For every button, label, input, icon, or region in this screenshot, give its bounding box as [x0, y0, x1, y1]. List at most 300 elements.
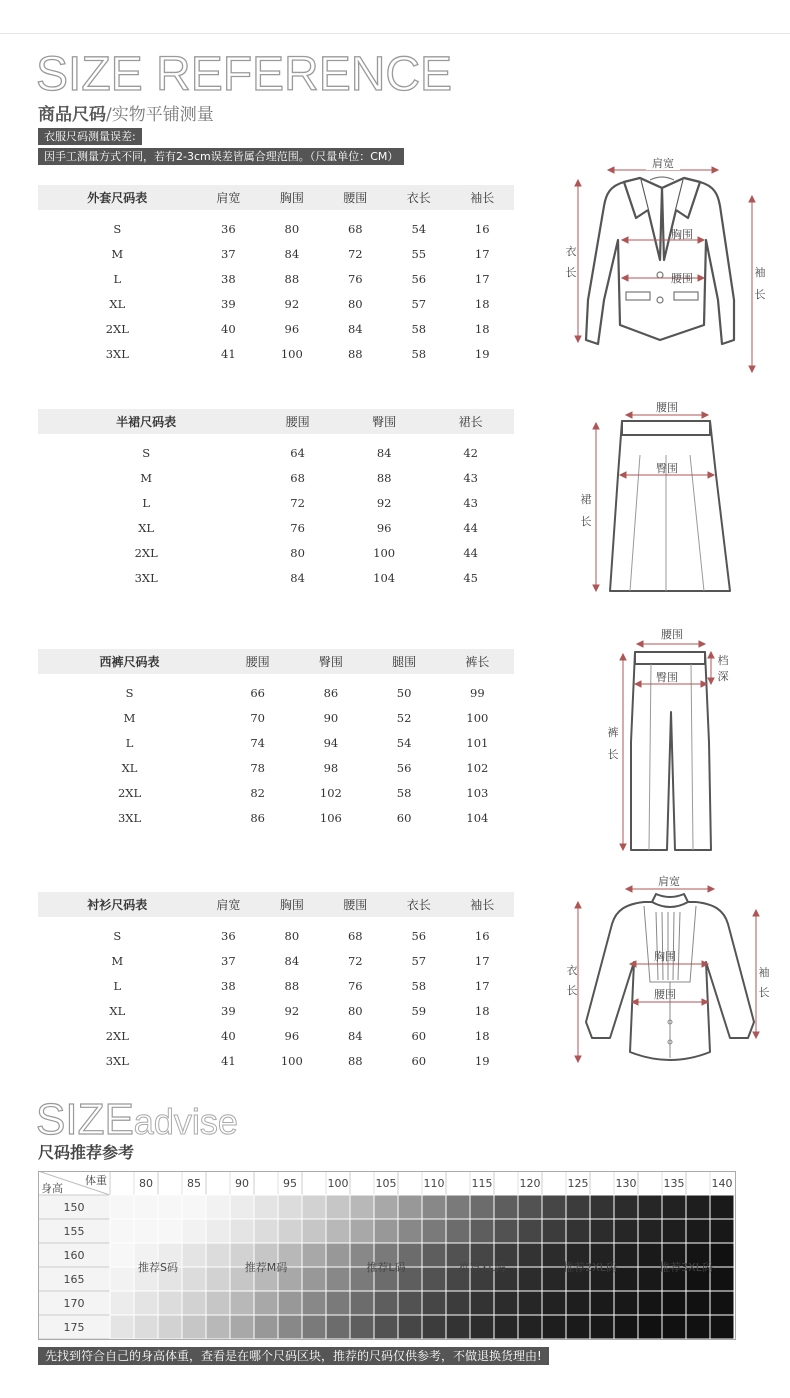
grid-cell: [254, 1291, 278, 1315]
grid-weight-label: 80: [139, 1177, 153, 1190]
grid-cell: [230, 1315, 254, 1339]
grid-weight-label: 120: [519, 1177, 541, 1190]
shirt-table-cell: 38: [221, 978, 236, 993]
shirt-table-cell: 60: [411, 1053, 427, 1068]
pants-rise-label-2: 深: [717, 670, 729, 683]
grid-cell: [182, 1291, 206, 1315]
grid-cell: [686, 1195, 710, 1219]
shirt-sleeve-label-2: 长: [758, 986, 770, 999]
pants-table-header-cell: 臀围: [294, 649, 367, 674]
shirt-table-cell: 19: [474, 1053, 490, 1068]
shirt-table-cell: 57: [411, 953, 427, 968]
jacket-sleeve-label-2: 长: [754, 288, 766, 301]
jacket-table-cell: 92: [284, 296, 300, 311]
skirt-table-cell: S: [142, 445, 151, 460]
grid-cell: [518, 1315, 542, 1339]
jacket-diagram: [560, 150, 780, 380]
skirt-table-cell: 88: [376, 470, 392, 485]
grid-cell: [422, 1315, 446, 1339]
grid-cell: [566, 1219, 590, 1243]
jacket-table-cell: 88: [347, 346, 363, 361]
pants-table-cell: 98: [323, 760, 339, 775]
subtitle-bold: 商品尺码: [38, 105, 106, 125]
grid-cell: [302, 1291, 326, 1315]
grid-cell: [326, 1243, 350, 1267]
pants-hip-label: 臀围: [656, 671, 678, 684]
grid-cell: [470, 1291, 494, 1315]
jacket-waist-label: 腰围: [671, 272, 693, 285]
table-row: [38, 341, 514, 366]
shirt-table-cell: 36: [221, 928, 236, 943]
shirt-table-cell: 59: [411, 1003, 427, 1018]
shirt-table-cell: 96: [284, 1028, 300, 1043]
shirt-shoulder-label: 肩宽: [658, 875, 680, 888]
grid-weight-label: 85: [187, 1177, 201, 1190]
jacket-table-cell: 58: [411, 346, 427, 361]
grid-cell: [134, 1291, 158, 1315]
grid-cell: [614, 1219, 638, 1243]
grid-cell: [374, 1315, 398, 1339]
jacket-sleeve-label-1: 袖: [754, 266, 766, 279]
shirt-table-cell: 56: [411, 928, 427, 943]
shirt-table-cell: 68: [347, 928, 363, 943]
grid-cell: [638, 1219, 662, 1243]
jacket-table-cell: 41: [221, 346, 236, 361]
grid-recommend-label: 推荐M码: [244, 1261, 288, 1274]
grid-cell: [494, 1315, 518, 1339]
jacket-table-header-cell: 腰围: [324, 185, 387, 210]
grid-weight-label: 140: [711, 1177, 733, 1190]
skirt-table-cell: 68: [290, 470, 305, 485]
grid-cell: [134, 1315, 158, 1339]
grid-corner-weight: 体重: [85, 1174, 107, 1187]
pants-table-cell: 78: [250, 760, 265, 775]
jacket-shoulder-label: 肩宽: [652, 157, 674, 170]
table-row: [38, 210, 514, 241]
pants-table-cell: M: [123, 710, 136, 725]
grid-cell: [278, 1219, 302, 1243]
grid-cell: [686, 1291, 710, 1315]
grid-cell: [350, 1291, 374, 1315]
pants-table-cell: 102: [466, 760, 489, 775]
shirt-table-cell: 39: [221, 1003, 236, 1018]
grid-cell: [254, 1195, 278, 1219]
grid-cell: [134, 1219, 158, 1243]
grid-cell: [326, 1219, 350, 1243]
skirt-table-cell: 84: [290, 570, 305, 585]
grid-cell: [638, 1315, 662, 1339]
grid-cell: [518, 1195, 542, 1219]
skirt-table-cell: 84: [376, 445, 392, 460]
grid-height-label: 175: [63, 1321, 85, 1334]
grid-cell: [590, 1291, 614, 1315]
pants-length-label-1: 裤: [607, 726, 619, 739]
skirt-table-cell: 3XL: [134, 570, 158, 585]
pants-table-cell: 70: [250, 710, 265, 725]
grid-cell: [638, 1291, 662, 1315]
grid-cell: [302, 1243, 326, 1267]
grid-cell: [110, 1267, 134, 1291]
jacket-table-cell: 2XL: [105, 321, 129, 336]
grid-cell: [110, 1195, 134, 1219]
grid-cell: [110, 1315, 134, 1339]
shirt-table-cell: S: [113, 928, 122, 943]
jacket-table-cell: 19: [474, 346, 490, 361]
skirt-table-cell: 72: [290, 495, 305, 510]
shirt-table-header-cell: 袖长: [451, 892, 515, 917]
table-row: [38, 316, 514, 341]
skirt-length-label-1: 裙: [580, 493, 592, 506]
shirt-table-cell: 41: [221, 1053, 236, 1068]
shirt-table-cell: 2XL: [105, 1028, 129, 1043]
grid-weight-label: 105: [375, 1177, 397, 1190]
grid-cell: [494, 1195, 518, 1219]
table-row: [38, 973, 514, 998]
shirt-table-header-cell: 胸围: [260, 892, 323, 917]
grid-height-label: 170: [63, 1297, 85, 1310]
grid-weight-label: 125: [567, 1177, 589, 1190]
grid-cell: [230, 1195, 254, 1219]
pants-table-cell: 54: [396, 735, 412, 750]
shirt-table-cell: 84: [347, 1028, 363, 1043]
grid-height-label: 155: [63, 1225, 85, 1238]
skirt-table-header-cell: 臀围: [341, 409, 428, 434]
pants-table-cell: 52: [396, 710, 412, 725]
pants-table-header-cell: 腿围: [368, 649, 441, 674]
table-row: [38, 780, 514, 805]
jacket-table-cell: 17: [474, 271, 490, 286]
jacket-table-cell: 54: [411, 221, 427, 236]
grid-cell: [110, 1219, 134, 1243]
grid-cell: [350, 1315, 374, 1339]
grid-cell: [470, 1315, 494, 1339]
grid-cell: [542, 1219, 566, 1243]
grid-cell: [302, 1267, 326, 1291]
grid-recommend-label: 推荐L码: [366, 1261, 406, 1274]
grid-cell: [326, 1267, 350, 1291]
pants-table-cell: 74: [250, 735, 265, 750]
grid-cell: [206, 1315, 230, 1339]
grid-cell: [398, 1315, 422, 1339]
table-row: [38, 705, 514, 730]
jacket-table-cell: 88: [284, 271, 300, 286]
skirt-table-cell: 44: [463, 520, 478, 535]
grid-cell: [158, 1315, 182, 1339]
pants-table-cell: S: [125, 685, 134, 700]
grid-weight-label: 100: [327, 1177, 349, 1190]
pants-table-cell: 50: [396, 685, 412, 700]
shirt-table-header-cell: 衣长: [387, 892, 450, 917]
grid-cell: [206, 1195, 230, 1219]
shirt-table-header-cell: 腰围: [324, 892, 387, 917]
shirt-table-cell: 92: [284, 1003, 300, 1018]
shirt-table-cell: 88: [347, 1053, 363, 1068]
grid-cell: [350, 1219, 374, 1243]
table-row: [38, 565, 514, 590]
table-row: [38, 917, 514, 948]
jacket-table-cell: 84: [284, 246, 300, 261]
grid-cell: [326, 1315, 350, 1339]
grid-cell: [662, 1195, 686, 1219]
pants-table-cell: 82: [250, 785, 265, 800]
shirt-sleeve-label-1: 袖: [758, 966, 770, 979]
advise-footer-note: 先找到符合自己的身高体重，查看是在哪个尺码区块，推荐的尺码仅供参考，不做退换货理由!: [38, 1347, 549, 1365]
pants-table-header-cell: 西裤尺码表: [38, 649, 221, 674]
grid-cell: [158, 1195, 182, 1219]
grid-cell: [446, 1195, 470, 1219]
grid-cell: [518, 1219, 542, 1243]
grid-cell: [614, 1267, 638, 1291]
grid-cell: [446, 1315, 470, 1339]
jacket-size-table: [38, 185, 514, 366]
pants-table-cell: 100: [466, 710, 489, 725]
shirt-waist-label: 腰围: [654, 988, 676, 1001]
skirt-length-label-2: 长: [580, 515, 592, 528]
grid-cell: [542, 1195, 566, 1219]
jacket-table-cell: 18: [474, 296, 490, 311]
jacket-table-header-cell: 肩宽: [197, 185, 260, 210]
table-row: [38, 540, 514, 565]
grid-weight-label: 135: [663, 1177, 685, 1190]
grid-cell: [374, 1195, 398, 1219]
grid-cell: [422, 1291, 446, 1315]
pants-table-cell: 56: [396, 760, 412, 775]
shirt-length-label-1: 衣: [566, 964, 578, 977]
grid-cell: [206, 1291, 230, 1315]
grid-cell: [374, 1291, 398, 1315]
grid-cell: [566, 1291, 590, 1315]
jacket-table-cell: 68: [347, 221, 363, 236]
shirt-table-cell: 17: [474, 978, 490, 993]
skirt-table-cell: 42: [463, 445, 478, 460]
jacket-length-label-1: 衣: [565, 245, 577, 258]
grid-cell: [590, 1195, 614, 1219]
grid-weight-label: 95: [283, 1177, 297, 1190]
grid-height-label: 160: [63, 1249, 85, 1262]
grid-cell: [686, 1219, 710, 1243]
jacket-table-cell: 38: [221, 271, 236, 286]
jacket-table-header-cell: 外套尺码表: [38, 185, 197, 210]
pants-table-cell: XL: [121, 760, 138, 775]
table-row: [38, 998, 514, 1023]
jacket-table-cell: 80: [284, 221, 300, 236]
pants-table-cell: 90: [323, 710, 339, 725]
jacket-table-header-cell: 衣长: [387, 185, 450, 210]
grid-cell: [422, 1267, 446, 1291]
grid-cell: [566, 1315, 590, 1339]
shirt-table-cell: 60: [411, 1028, 427, 1043]
grid-height-label: 165: [63, 1273, 85, 1286]
jacket-table-header-cell: 胸围: [260, 185, 323, 210]
skirt-hip-label: 臀围: [656, 462, 678, 475]
grid-cell: [182, 1267, 206, 1291]
grid-recommend-label: 推荐3XL码: [659, 1261, 713, 1274]
grid-cell: [422, 1243, 446, 1267]
grid-cell: [518, 1267, 542, 1291]
shirt-table-cell: 80: [347, 1003, 363, 1018]
shirt-table-cell: 58: [411, 978, 427, 993]
jacket-table-cell: L: [113, 271, 122, 286]
grid-cell: [254, 1219, 278, 1243]
pants-table-cell: 94: [323, 735, 339, 750]
grid-cell: [206, 1219, 230, 1243]
shirt-diagram: [560, 872, 780, 1072]
skirt-table-cell: 92: [376, 495, 392, 510]
page-subtitle: [38, 100, 214, 125]
jacket-table-cell: 36: [221, 221, 236, 236]
pants-table-cell: 104: [466, 810, 489, 825]
jacket-table-cell: 80: [347, 296, 363, 311]
grid-cell: [182, 1315, 206, 1339]
skirt-table-cell: 96: [376, 520, 392, 535]
pants-size-table: [38, 649, 514, 830]
grid-cell: [398, 1195, 422, 1219]
grid-cell: [638, 1195, 662, 1219]
grid-cell: [662, 1219, 686, 1243]
skirt-table-cell: L: [142, 495, 150, 510]
size-recommendation-grid: [38, 1171, 736, 1341]
grid-cell: [302, 1195, 326, 1219]
shirt-length-label-2: 长: [566, 984, 578, 997]
grid-cell: [590, 1219, 614, 1243]
grid-cell: [710, 1267, 734, 1291]
grid-recommend-label: 推荐XL码: [458, 1261, 506, 1274]
grid-cell: [542, 1291, 566, 1315]
jacket-table-cell: 40: [221, 321, 236, 336]
pants-table-cell: 60: [396, 810, 412, 825]
grid-cell: [158, 1291, 182, 1315]
grid-cell: [518, 1243, 542, 1267]
skirt-table-cell: 100: [373, 545, 396, 560]
grid-cell: [350, 1195, 374, 1219]
pants-length-label-2: 长: [607, 748, 619, 761]
pants-table-cell: 103: [466, 785, 489, 800]
grid-cell: [398, 1291, 422, 1315]
shirt-table-cell: 72: [347, 953, 363, 968]
grid-weight-label: 110: [423, 1177, 445, 1190]
grid-cell: [278, 1195, 302, 1219]
jacket-table-cell: M: [111, 246, 124, 261]
table-row: [38, 730, 514, 755]
table-row: [38, 515, 514, 540]
shirt-chest-label: 胸围: [654, 950, 676, 963]
grid-cell: [230, 1219, 254, 1243]
grid-cell: [278, 1291, 302, 1315]
measurement-note-label: 衣服尺码测量误差:: [38, 128, 142, 145]
grid-cell: [662, 1291, 686, 1315]
grid-cell: [206, 1243, 230, 1267]
skirt-table-cell: 76: [290, 520, 305, 535]
grid-cell: [110, 1291, 134, 1315]
skirt-table-cell: 2XL: [134, 545, 158, 560]
skirt-table-cell: 43: [463, 470, 478, 485]
skirt-table-header-cell: 裙长: [427, 409, 514, 434]
grid-weight-label: 130: [615, 1177, 637, 1190]
grid-cell: [494, 1219, 518, 1243]
grid-cell: [302, 1219, 326, 1243]
jacket-table-cell: 56: [411, 271, 427, 286]
grid-height-label: 150: [63, 1201, 85, 1214]
skirt-diagram: [570, 395, 740, 600]
grid-cell: [278, 1315, 302, 1339]
skirt-table-cell: 43: [463, 495, 478, 510]
grid-cell: [710, 1315, 734, 1339]
measurement-note-text: 因手工测量方式不同，若有2-3cm误差皆属合理范围。（尺量单位：CM）: [38, 148, 404, 165]
jacket-table-cell: 17: [474, 246, 490, 261]
skirt-table-cell: 104: [373, 570, 396, 585]
jacket-table-cell: S: [113, 221, 122, 236]
grid-cell: [446, 1291, 470, 1315]
shirt-table-cell: 17: [474, 953, 490, 968]
shirt-table-cell: 3XL: [105, 1053, 129, 1068]
advise-title-advise: advise: [133, 1101, 238, 1142]
pants-rise-label-1: 档: [717, 654, 729, 667]
jacket-table-cell: 37: [221, 246, 236, 261]
shirt-size-table: [38, 892, 514, 1073]
advise-title-size: SIZE: [36, 1095, 134, 1144]
grid-cell: [710, 1195, 734, 1219]
shirt-table-cell: 18: [474, 1028, 490, 1043]
grid-weight-label: 90: [235, 1177, 249, 1190]
table-row: [38, 241, 514, 266]
table-row: [38, 465, 514, 490]
grid-cell: [230, 1291, 254, 1315]
table-row: [38, 674, 514, 705]
grid-cell: [710, 1219, 734, 1243]
shirt-table-cell: 84: [284, 953, 300, 968]
grid-cell: [422, 1195, 446, 1219]
shirt-table-cell: 40: [221, 1028, 236, 1043]
table-row: [38, 755, 514, 780]
jacket-length-label-2: 长: [565, 266, 577, 279]
pants-table-cell: 106: [319, 810, 342, 825]
grid-cell: [686, 1315, 710, 1339]
skirt-table-header-cell: 腰围: [254, 409, 341, 434]
table-row: [38, 805, 514, 830]
grid-cell: [446, 1219, 470, 1243]
grid-cell: [158, 1219, 182, 1243]
shirt-table-cell: 88: [284, 978, 300, 993]
pants-table-cell: 86: [323, 685, 339, 700]
pants-table-cell: 66: [250, 685, 265, 700]
jacket-chest-label: 胸围: [671, 228, 693, 241]
grid-corner-height: 身高: [41, 1182, 63, 1195]
grid-cell: [614, 1315, 638, 1339]
grid-cell: [518, 1291, 542, 1315]
jacket-table-header-cell: 袖长: [451, 185, 515, 210]
pants-waist-label: 腰围: [661, 628, 683, 641]
pants-table-cell: 3XL: [117, 810, 142, 825]
grid-cell: [422, 1219, 446, 1243]
jacket-table-cell: 100: [280, 346, 303, 361]
grid-cell: [254, 1315, 278, 1339]
grid-cell: [470, 1219, 494, 1243]
shirt-table-header-cell: 肩宽: [197, 892, 260, 917]
grid-cell: [206, 1267, 230, 1291]
pants-table-cell: 2XL: [117, 785, 142, 800]
jacket-table-cell: 16: [474, 221, 490, 236]
pants-table-cell: L: [125, 735, 134, 750]
pants-table-cell: 99: [470, 685, 485, 700]
jacket-table-cell: 18: [474, 321, 490, 336]
grid-cell: [710, 1291, 734, 1315]
grid-cell: [614, 1195, 638, 1219]
pants-table-cell: 101: [466, 735, 489, 750]
grid-cell: [182, 1195, 206, 1219]
skirt-table-cell: M: [140, 470, 153, 485]
shirt-table-header-cell: 衬衫尺码表: [38, 892, 197, 917]
shirt-table-cell: XL: [109, 1003, 126, 1018]
